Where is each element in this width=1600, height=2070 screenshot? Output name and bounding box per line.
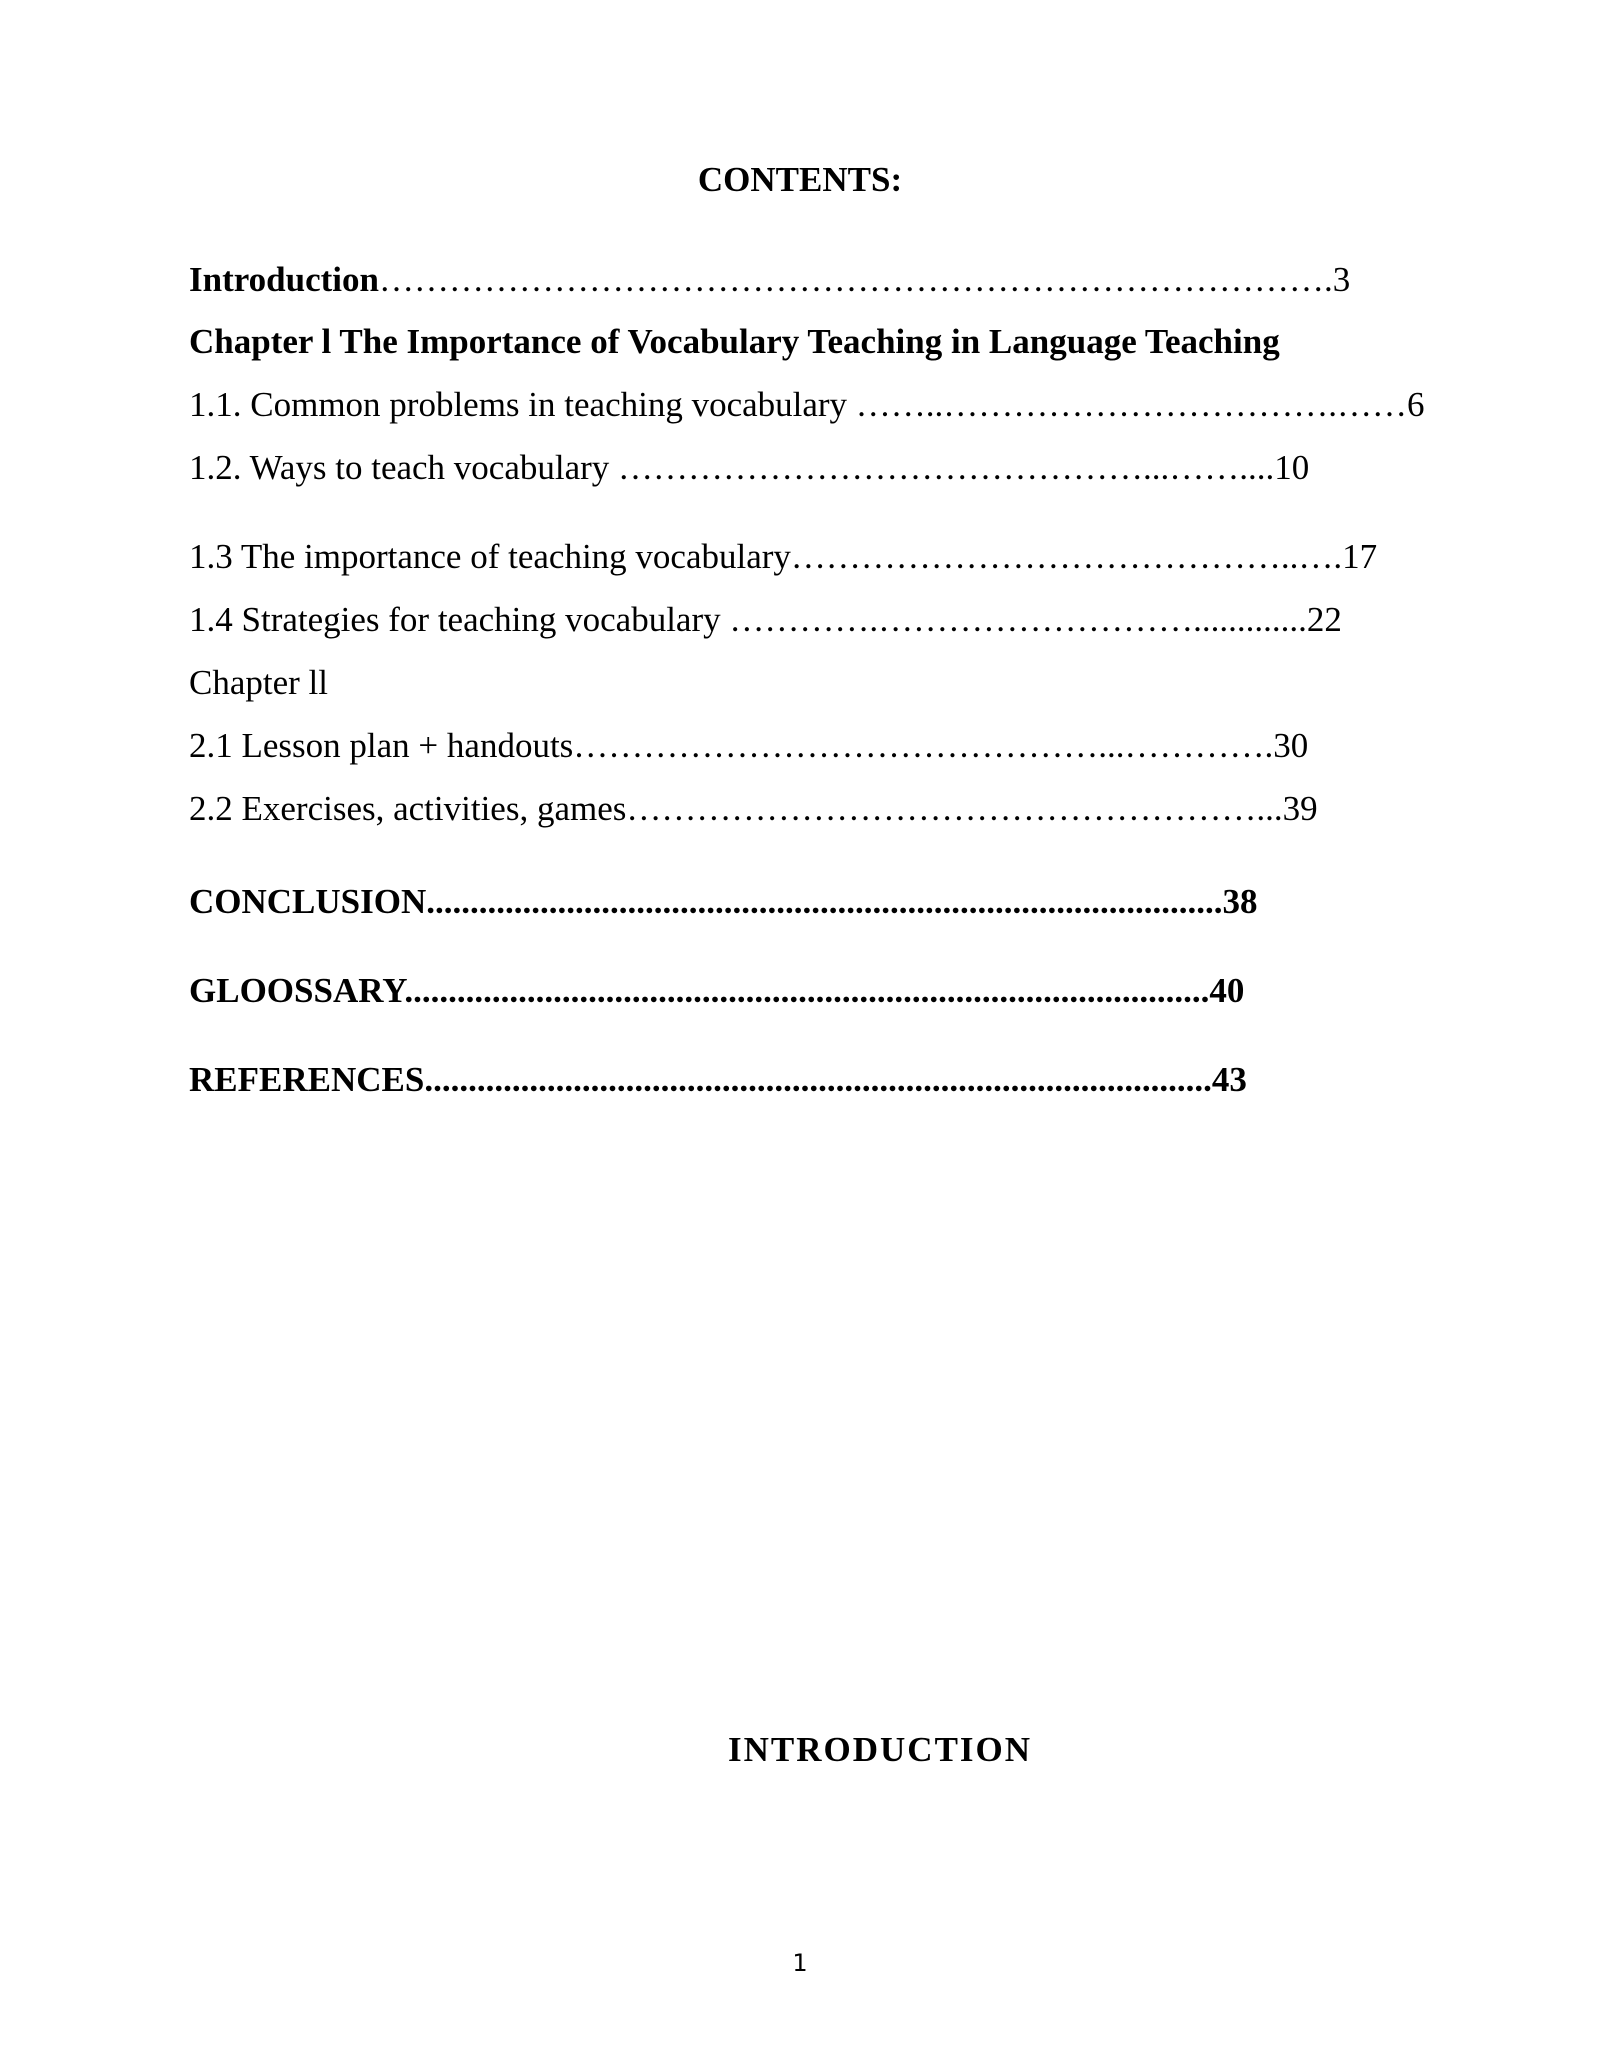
toc-introduction-label: Introduction: [189, 260, 379, 299]
introduction-heading: INTRODUCTION: [728, 1730, 1033, 1769]
toc-item-1-2: 1.2. Ways to teach vocabulary ………………………………………...……....10: [189, 448, 1310, 487]
toc-item-2-1: 2.1 Lesson plan + handouts………………………………………...………….30: [189, 726, 1309, 765]
toc-item-2-2: 2.2 Exercises, activities, games………………………………………………...39: [189, 789, 1318, 828]
toc-item-1-1: 1.1. Common problems in teaching vocabulary ……..…………………………….……6: [189, 385, 1425, 424]
toc-item-conclusion: CONCLUSION...........................................................................................38: [189, 882, 1258, 921]
toc-item-references: REFERENCES..........................................................................................43: [189, 1060, 1247, 1099]
toc-item-introduction: [189, 258, 1350, 302]
toc-introduction-leader: ……………………………………………………………………….: [378, 260, 1333, 299]
toc-chapter-1-heading: Chapter l The Importance of Vocabulary Teaching in Language Teaching: [189, 322, 1280, 361]
toc-item-glossary: GLOOSSARY............................................................................................40: [189, 971, 1245, 1010]
contents-title: CONTENTS:: [697, 160, 903, 199]
toc-item-1-3: 1.3 The importance of teaching vocabulary……………………………………..….17: [189, 537, 1378, 576]
page-number: 1: [792, 1949, 808, 1977]
toc-introduction-page: 3: [1332, 260, 1351, 299]
toc-item-1-4: 1.4 Strategies for teaching vocabulary ………….……………………….............22: [189, 600, 1342, 639]
toc-chapter-2-heading: Chapter ll: [189, 663, 328, 702]
